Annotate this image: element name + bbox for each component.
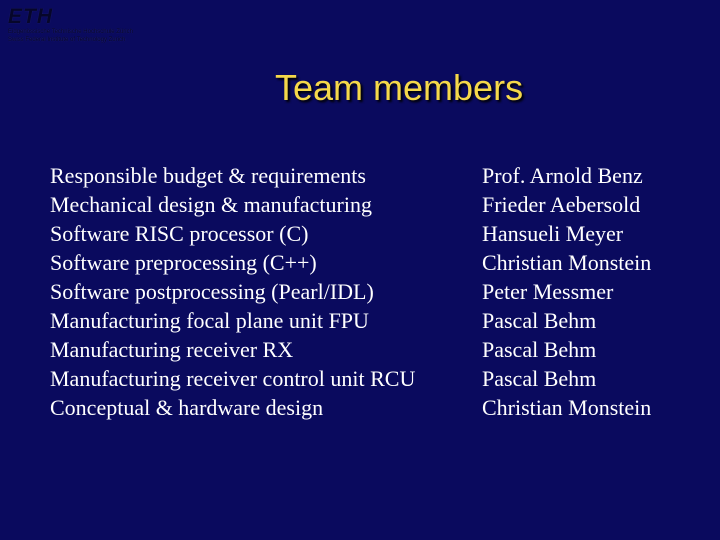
role-item: Mechanical design & manufacturing: [50, 192, 372, 217]
role-list: [50, 161, 415, 422]
member-name: Christian Monstein: [482, 395, 652, 420]
role-item: Manufacturing focal plane unit FPU: [50, 308, 369, 333]
role-item: Responsible budget & requirements: [50, 163, 366, 188]
member-name: Pascal Behm: [482, 308, 597, 333]
member-name: Peter Messmer: [482, 279, 614, 304]
role-item: Manufacturing receiver RX: [50, 337, 294, 362]
member-name: Pascal Behm: [482, 366, 597, 391]
role-item: Software RISC processor (C): [50, 221, 309, 246]
member-name: Frieder Aebersold: [482, 192, 641, 217]
member-name: Pascal Behm: [482, 337, 597, 362]
member-name: Hansueli Meyer: [482, 221, 624, 246]
name-list: [482, 161, 651, 422]
role-item: Conceptual & hardware design: [50, 395, 324, 420]
role-item: Software postprocessing (Pearl/IDL): [50, 279, 374, 304]
member-name: Prof. Arnold Benz: [482, 163, 643, 188]
role-item: Software preprocessing (C++): [50, 250, 317, 275]
role-item: Manufacturing receiver control unit RCU: [50, 366, 416, 391]
eth-logo: [8, 6, 208, 56]
member-name: Christian Monstein: [482, 250, 652, 275]
eth-logo-line-1: Eidgenössische Technische Hochschule Zürich: [8, 29, 133, 35]
slide-title: Team members: [275, 67, 524, 108]
eth-logo-line-2: Swiss Federal Institute of Technology Zurich: [8, 37, 126, 43]
eth-logo-mark: ETH: [8, 5, 53, 28]
